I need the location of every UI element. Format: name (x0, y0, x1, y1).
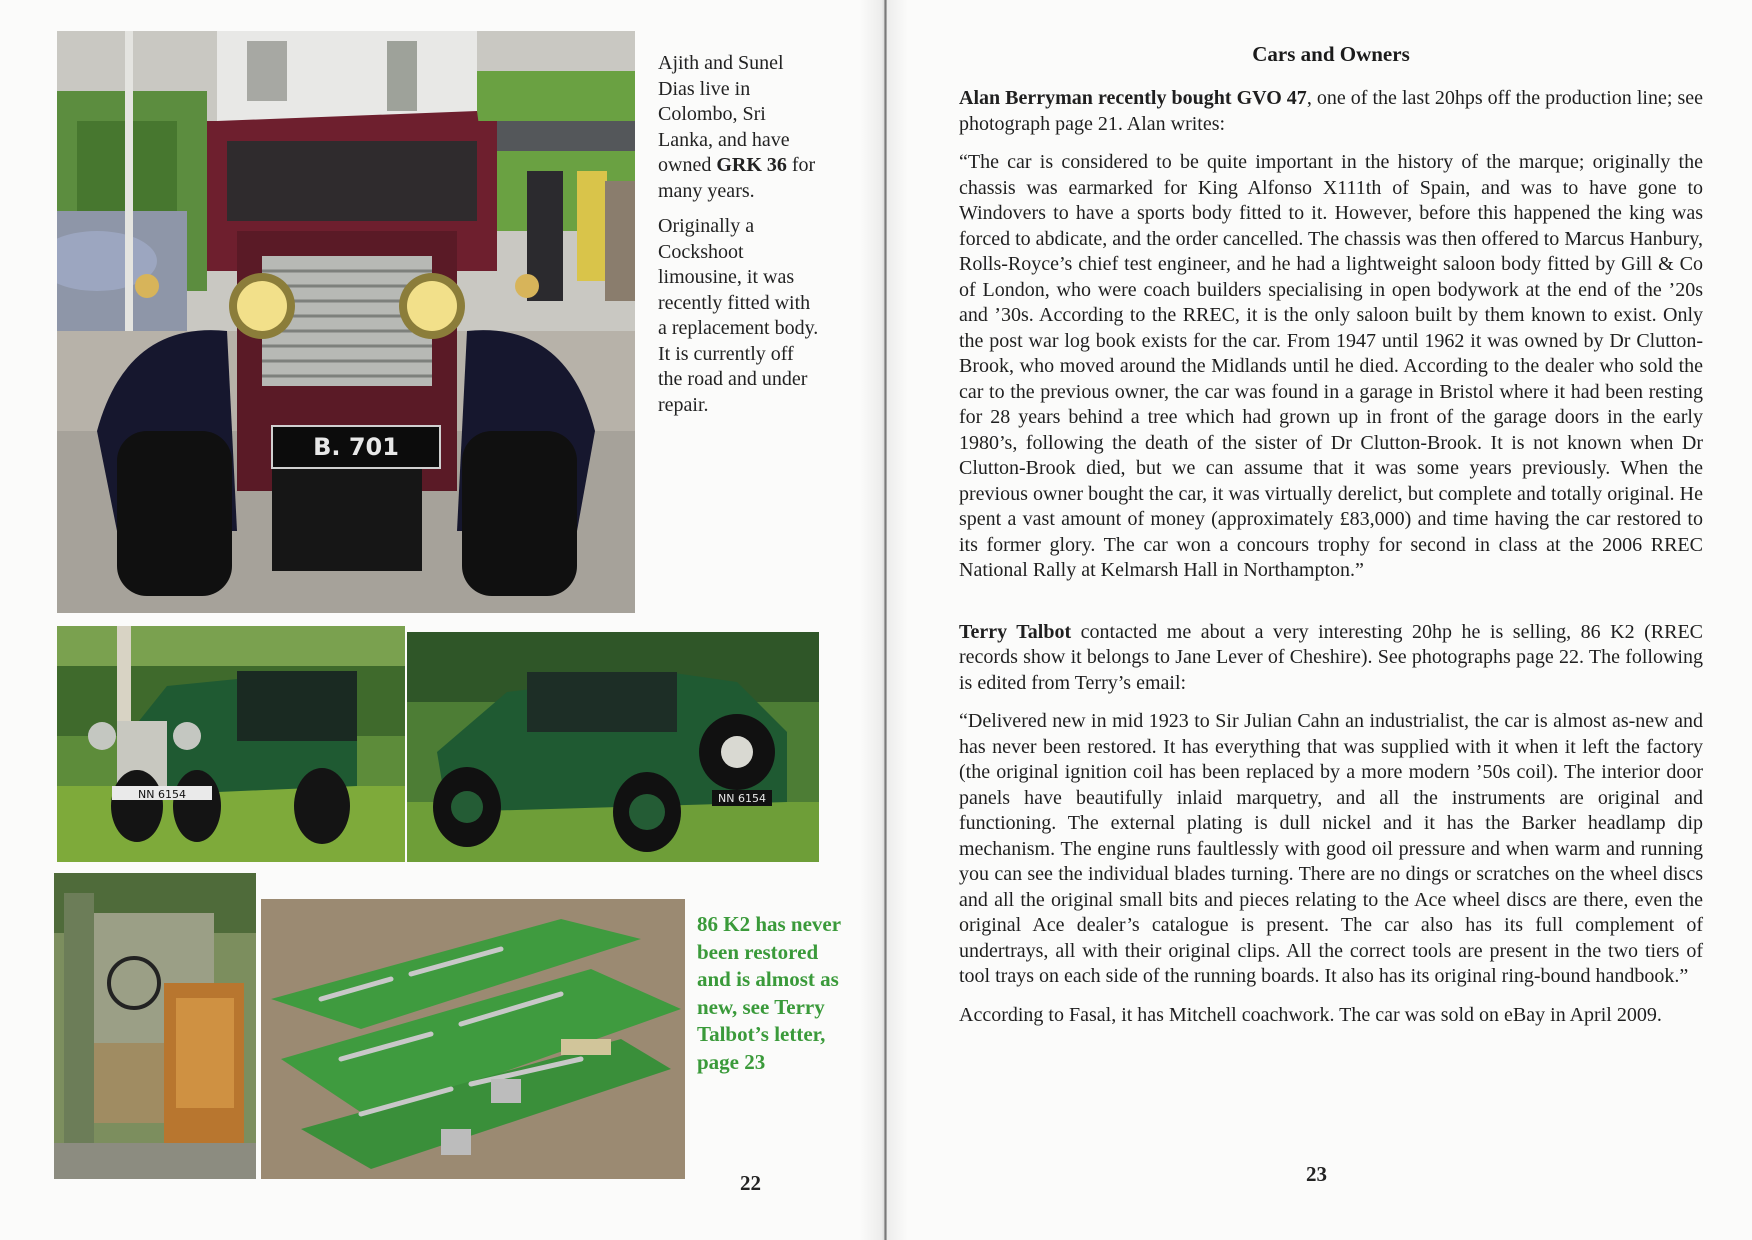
page-gutter (884, 0, 887, 1240)
paragraph-fasal-note: According to Fasal, it has Mitchell coachwork. The car was sold on eBay in April 2009. (959, 1003, 1662, 1026)
photo-maroon-rolls-royce (57, 31, 635, 613)
photo-green-car-rear (407, 632, 819, 862)
page-number-right: 23 (1306, 1162, 1327, 1186)
license-plate: B. 701 (313, 433, 399, 461)
section-heading: Cars and Owners (1252, 42, 1410, 66)
green-tool-caption: 86 K2 has never been restored and is almost as new, see Terry Talbot’s letter, page 23 (697, 912, 841, 1074)
page-number-left: 22 (740, 1171, 761, 1195)
paragraph-berryman-intro: Alan Berryman recently bought GVO 47, one of the last 20hps off the production line; see photograph page 21. Alan writes: (959, 87, 1703, 135)
photo-green-car-front (57, 626, 405, 862)
photo-caption (658, 51, 823, 428)
paragraph-talbot-quote: “Delivered new in mid 1923 to Sir Julian Cahn an industrialist, the car is almost as-new and has never been restored. It has everything that was supplied with it when it left the factory (the original ignition coil has been replaced by a more modern ’50s coil). The interior door panels have beautifully inlaid marquetry, and all the instruments are original and functioning. The external plating is dull nickel and it has the Barker headlamp dip mechanism. The engine runs faultlessly with good oil pressure and when warm and running you can see the individual blades turning. There are no dings or scratches on the wheel discs and all the original small bits and pieces relating to the Ace wheel discs are there, even the original Ace dealer’s catalogue is present. The car also has its full complement of undertrays, all with their original clips. All the correct tools are present in the two tiers of tool trays on each side of the running boards. It also has its original ring-bound handbook.” (959, 710, 1703, 987)
license-plate-rear: NN 6154 (718, 792, 766, 805)
license-plate-small: NN 6154 (138, 788, 186, 801)
photo-tool-trays (261, 899, 685, 1179)
caption-paragraph-2: Originally a Cockshoot limousine, it was recently fitted with a replacement body. It is currently off the road and under repair. (658, 215, 819, 416)
caption-paragraph-1: Ajith and Sunel Dias live in Colombo, Sri Lanka, and have owned GRK 36 for many years. (658, 52, 816, 202)
paragraph-talbot-intro: Terry Talbot contacted me about a very interesting 20hp he is selling, 86 K2 (RREC records show it belongs to Jane Lever of Cheshire). See photographs page 22. The following is edited from Terry’s email: (959, 620, 1703, 694)
paragraph-berryman-quote: “The car is considered to be quite important in the history of the marque; originally the chassis was earmarked for King Alfonso X111th of Spain, and was to have gone to Windovers to have a sports body fitted to it. However, before this happened the king was forced to abdicate, and the order cancelled. The chassis was then offered to Marcus Hanbury, Rolls-Royce’s chief test engineer, and he had a lightweight saloon body fitted by Gill & Co of London, who were coach builders specialising in open bodywork at the end of the ’20s and ’30s. According to the RREC, it is the only saloon built by them known to exist. Only the post war log book exists for the car. From 1947 until 1962 it was owned by Dr Clutton-Brook, who moved around the Midlands until he died. According to the dealer who sold the car to the previous owner, the car was found in a garage in Bristol where it had been resting for 28 years behind a tree which had grown up in front of the garage doors in the early 1980’s, following the death of the sister of Dr Clutton-Brook. It is not known when Dr Clutton-Brook died, but we can assume that it was some years previously. When the previous owner bought the car, it was virtually derelict, but complete and totally original. He spent a vast amount of money (approximately £83,000) and time having the car restored to its former glory. The car won a concours trophy for second in class at the 2006 RREC National Rally at Kelmarsh Hall in Northampton.” (959, 151, 1703, 581)
photo-interior-door (54, 873, 256, 1179)
right-page-text (959, 42, 1703, 1041)
